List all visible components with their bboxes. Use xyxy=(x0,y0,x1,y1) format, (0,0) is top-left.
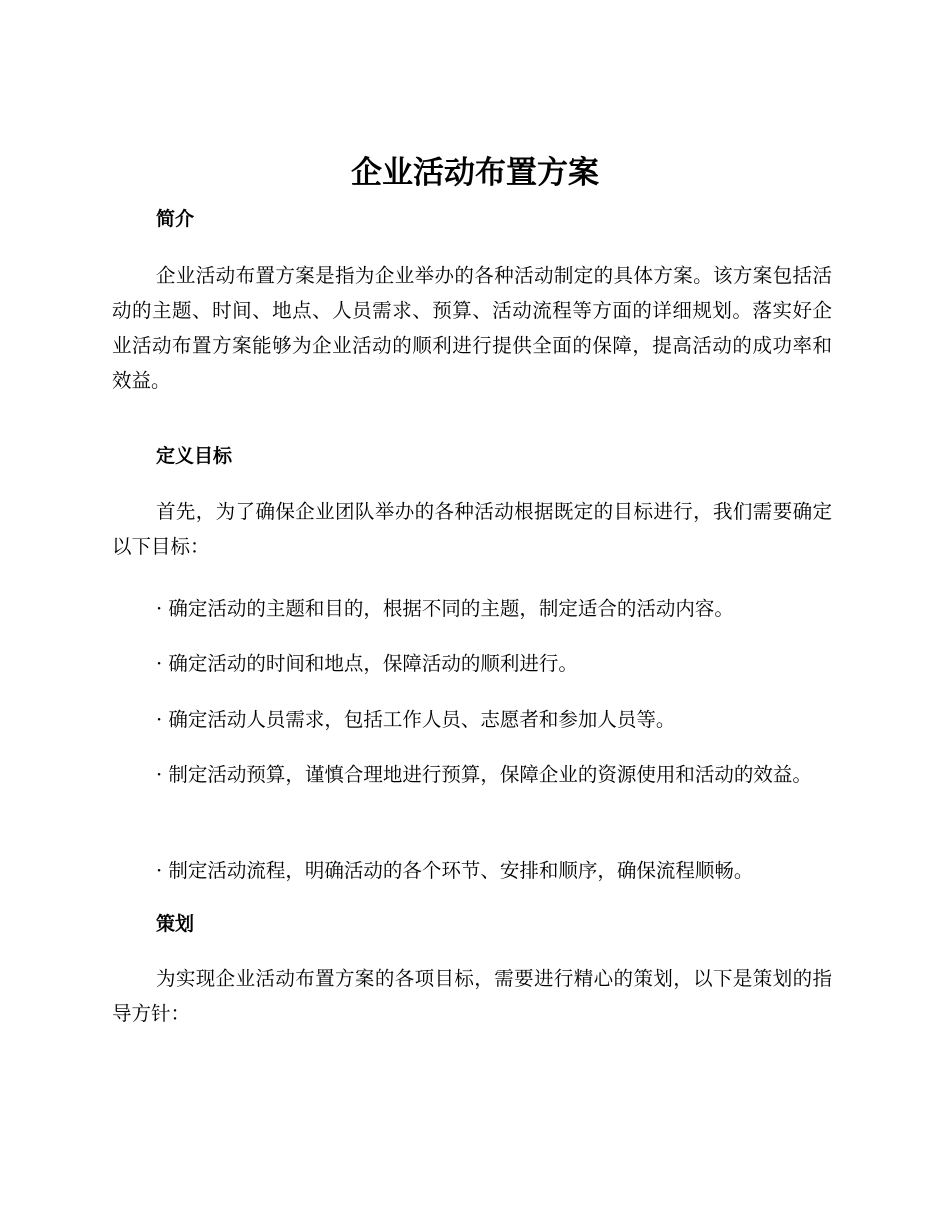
goal-bullet-time-place: · 确定活动的时间和地点，保障活动的顺利进行。 xyxy=(156,652,578,675)
goal-bullet-staffing: · 确定活动人员需求，包括工作人员、志愿者和参加人员等。 xyxy=(156,708,676,731)
section-heading-intro: 简介 xyxy=(156,208,195,230)
goals-paragraph: 首先，为了确保企业团队举办的各种活动根据既定的目标进行，我们需要确定以下目标： xyxy=(112,500,832,558)
section-heading-goals: 定义目标 xyxy=(156,445,233,467)
section-heading-planning: 策划 xyxy=(156,913,195,935)
goal-bullet-process: · 制定活动流程，明确活动的各个环节、安排和顺序，确保流程顺畅。 xyxy=(156,859,754,882)
planning-paragraph: 为实现企业活动布置方案的各项目标，需要进行精心的策划，以下是策划的指导方针： xyxy=(112,967,832,1025)
goal-bullet-theme: · 确定活动的主题和目的，根据不同的主题，制定适合的活动内容。 xyxy=(156,597,734,620)
document-title: 企业活动布置方案 xyxy=(351,155,599,191)
goal-bullet-budget: · 制定活动预算，谨慎合理地进行预算，保障企业的资源使用和活动的效益。 xyxy=(156,763,812,786)
intro-paragraph: 企业活动布置方案是指为企业举办的各种活动制定的具体方案。该方案包括活动的主题、时间、地点、人员需求、预算、活动流程等方面的详细规划。落实好企业活动布置方案能够为企业活动的顺利进行提供全面的保障，提高活动的成功率和效益。 xyxy=(112,264,832,392)
